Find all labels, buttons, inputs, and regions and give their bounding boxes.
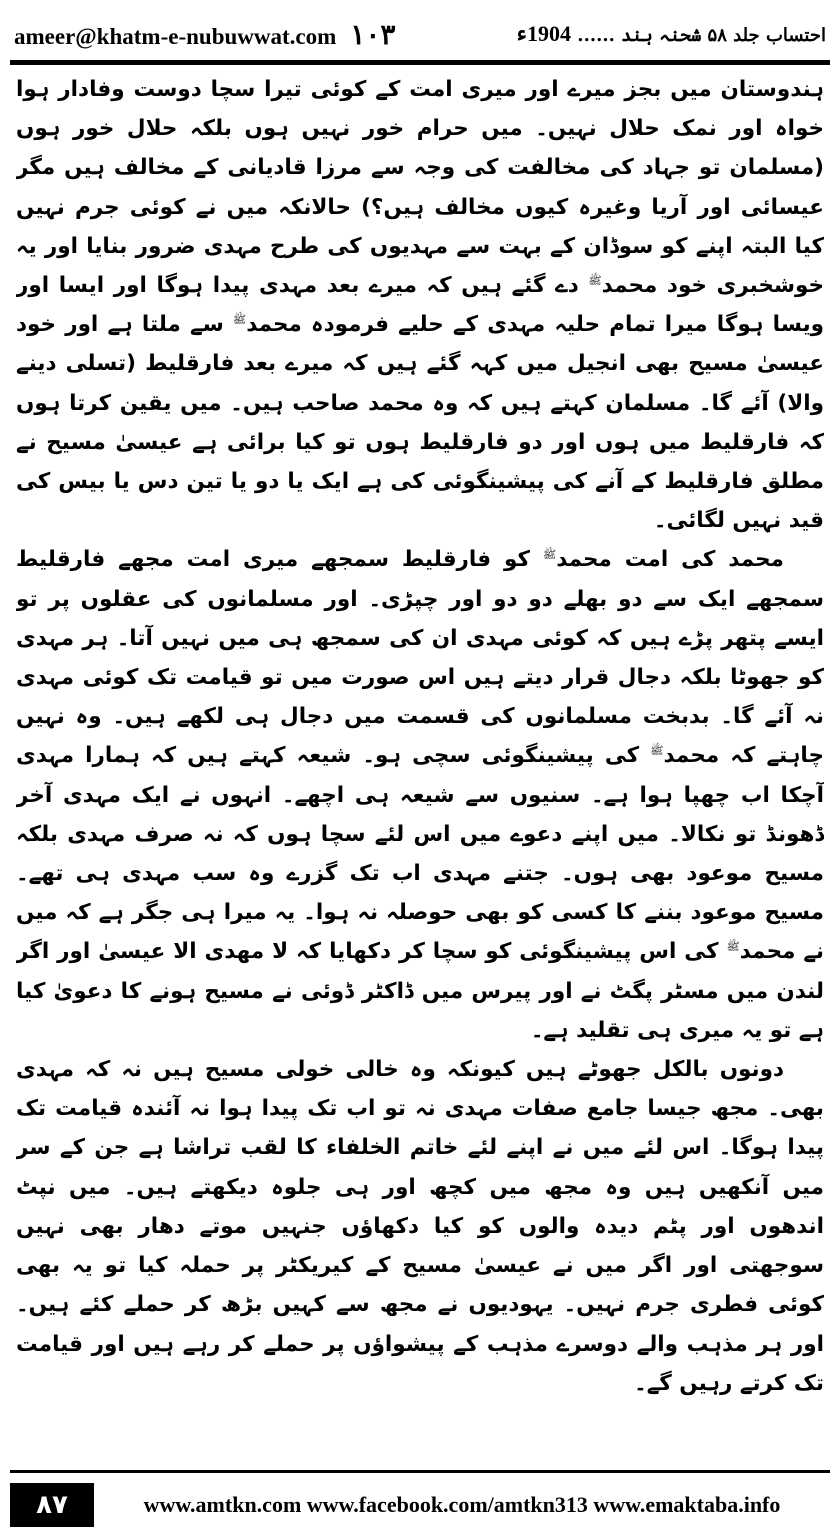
paragraph-3: دونوں بالکل جھوٹے ہیں کیونکہ وہ خالی خولی مسیح ہیں نہ کہ مہدی بھی۔ مجھ جیسا جامع صفات مہدی نہ تو اب تک پیدا ہوا نہ آئندہ قیامت تک پیدا ہوگا۔ اس لئے میں نے اپنے لئے خاتم الخلفاء کا لقب تراشا ہے جن کے سر میں آنکھیں ہیں وہ مجھ میں کچھ اور ہی جلوہ دیکھتے ہیں۔ میں نپٹ اندھوں اور پٹم دیدہ والوں کو کیا دکھاؤں جنہیں موتے دھار بھی نہیں سوجھتی اور اگر میں نے عیسیٰ مسیح کے کیریکٹر پر حملہ کیا تو یہ بھی کوئی فطری جرم نہیں۔ یہودیوں نے مجھ سے کہیں بڑھ کر حملے کئے ہیں۔ اور ہر مذہب والے دوسرے مذہب کے پیشواؤں پر حملے کر رہے ہیں اور قیامت تک کرتے رہیں گے۔ <box>16 1057 824 1396</box>
paragraph-2-part-3: کی پیشینگوئی سچی ہو۔ شیعہ کہتے ہیں کہ ہمارا مہدی آچکا اب چھپا ہوا ہے۔ سنیوں سے شیعہ ہی اچھے۔ انہوں نے ایک مہدی آخر ڈھونڈ تو نکالا۔ میں اپنے دعوے میں اس لئے سچا ہوں کہ نہ صرف مہدی بلکہ مسیح موعود بھی ہوں۔ جتنے مہدی اب تک گزرے وہ سب مہدی ہی تھے۔ مسیح موعود بننے کا کسی کو بھی حوصلہ نہ ہوا۔ یہ میرا ہی جگر ہے کہ میں نے محمد <box>16 743 824 965</box>
honorific-mark: ﷺ <box>232 313 247 327</box>
footer-rule <box>10 1470 830 1473</box>
page-body <box>16 70 824 1450</box>
page-footer <box>10 1482 830 1528</box>
honorific-mark: ﷺ <box>542 548 557 562</box>
header-year: 1904ء <box>516 21 572 46</box>
page-header <box>14 14 826 54</box>
paragraph-2-part-1: محمد کی امت محمد <box>556 547 784 573</box>
header-right <box>517 21 826 47</box>
paragraph-1-part-3: سے ملتا ہے اور خود عیسیٰ مسیح بھی انجیل میں کہہ گئے ہیں کہ میرے بعد فارقلیط (تسلی دینے والا) آئے گا۔ مسلمان کہتے ہیں کہ وہ محمد صاحب ہیں۔ میں یقین کرتا ہوں کہ فارقلیط میں ہوں اور دو فارقلیط ہوں تو کیا برائی ہے عیسیٰ مسیح نے مطلق فارقلیط کے آنے کی پیشینگوئی کی ہے ایک یا دو یا تین دس یا بیس کی قید نہیں لگائی۔ <box>16 312 824 534</box>
honorific-mark: ﷺ <box>650 744 664 758</box>
footer-page-label: ۸۷ <box>10 1483 94 1527</box>
paragraph-1 <box>16 70 824 540</box>
header-page-number: ١٠٣ <box>350 17 396 51</box>
paragraph-2-part-2: کو فارقلیط سمجھے میری امت مجھے فارقلیط سمجھے ایک سے دو بھلے دو دو اور چپڑی۔ اور مسلمانوں کی عقلوں پر تو ایسے پتھر پڑے ہیں کہ کوئی مہدی ان کی سمجھ ہی میں نہیں آتا۔ ہر مہدی کو جھوٹا بلکہ دجال قرار دیتے ہیں اس صورت میں تو قیامت تک کوئی مہدی نہ آئے گا۔ بدبخت مسلمانوں کی قسمت میں دجال ہی لکھے ہیں۔ وہ نہیں چاہتے کہ محمد <box>16 547 824 769</box>
honorific-mark: ﷺ <box>588 273 602 287</box>
paragraph-1-part-1: ہندوستان میں بجز میرے اور میری امت کے کوئی تیرا سچا دوست وفادار ہوا خواہ اور نمک حلال نہیں۔ میں حرام خور نہیں ہوں بلکہ حلال خور ہوں (مسلمان تو جہاد کی مخالفت کی وجہ سے مرزا قادیانی کے مخالف ہیں مگر عیسائی اور آریا وغیرہ کیوں مخالف ہیں؟) حالانکہ میں نے کوئی جرم نہیں کیا البتہ اپنے کو سوڈان کے بہت سے مہدیوں کی طرح مہدی ضرور بنایا اور یہ خوشخبری خود محمد <box>16 77 824 299</box>
paragraph-2 <box>16 540 824 1050</box>
paragraph-2-part-4: کی اس پیشینگوئی کو سچا کر دکھایا کہ لا مھدی الا عیسیٰ اور اگر لندن میں مسٹر پگٹ نے اور پیرس میں ڈاکٹر ڈوئی نے مسیح ہونے کا دعویٰ کیا ہے تو یہ میری ہی تقلید ہے۔ <box>16 939 824 1043</box>
header-rule <box>10 60 830 65</box>
header-left <box>14 18 395 51</box>
header-book-title: احتساب جلد ۵۸ شحنہ ہند ...... <box>577 25 826 46</box>
honorific-mark: ﷺ <box>726 940 740 954</box>
footer-urls[interactable]: www.amtkn.com www.facebook.com/amtkn313 www.emaktaba.info <box>143 1492 781 1517</box>
paragraph-1-part-2: دے گئے ہیں کہ میرے بعد مہدی پیدا ہوگا اور ایسا اور ویسا ہوگا میرا تمام حلیہ مہدی کے حلیے فرمودہ محمد <box>16 273 824 338</box>
header-email[interactable]: ameer@khatm-e-nubuwwat.com <box>14 23 337 49</box>
